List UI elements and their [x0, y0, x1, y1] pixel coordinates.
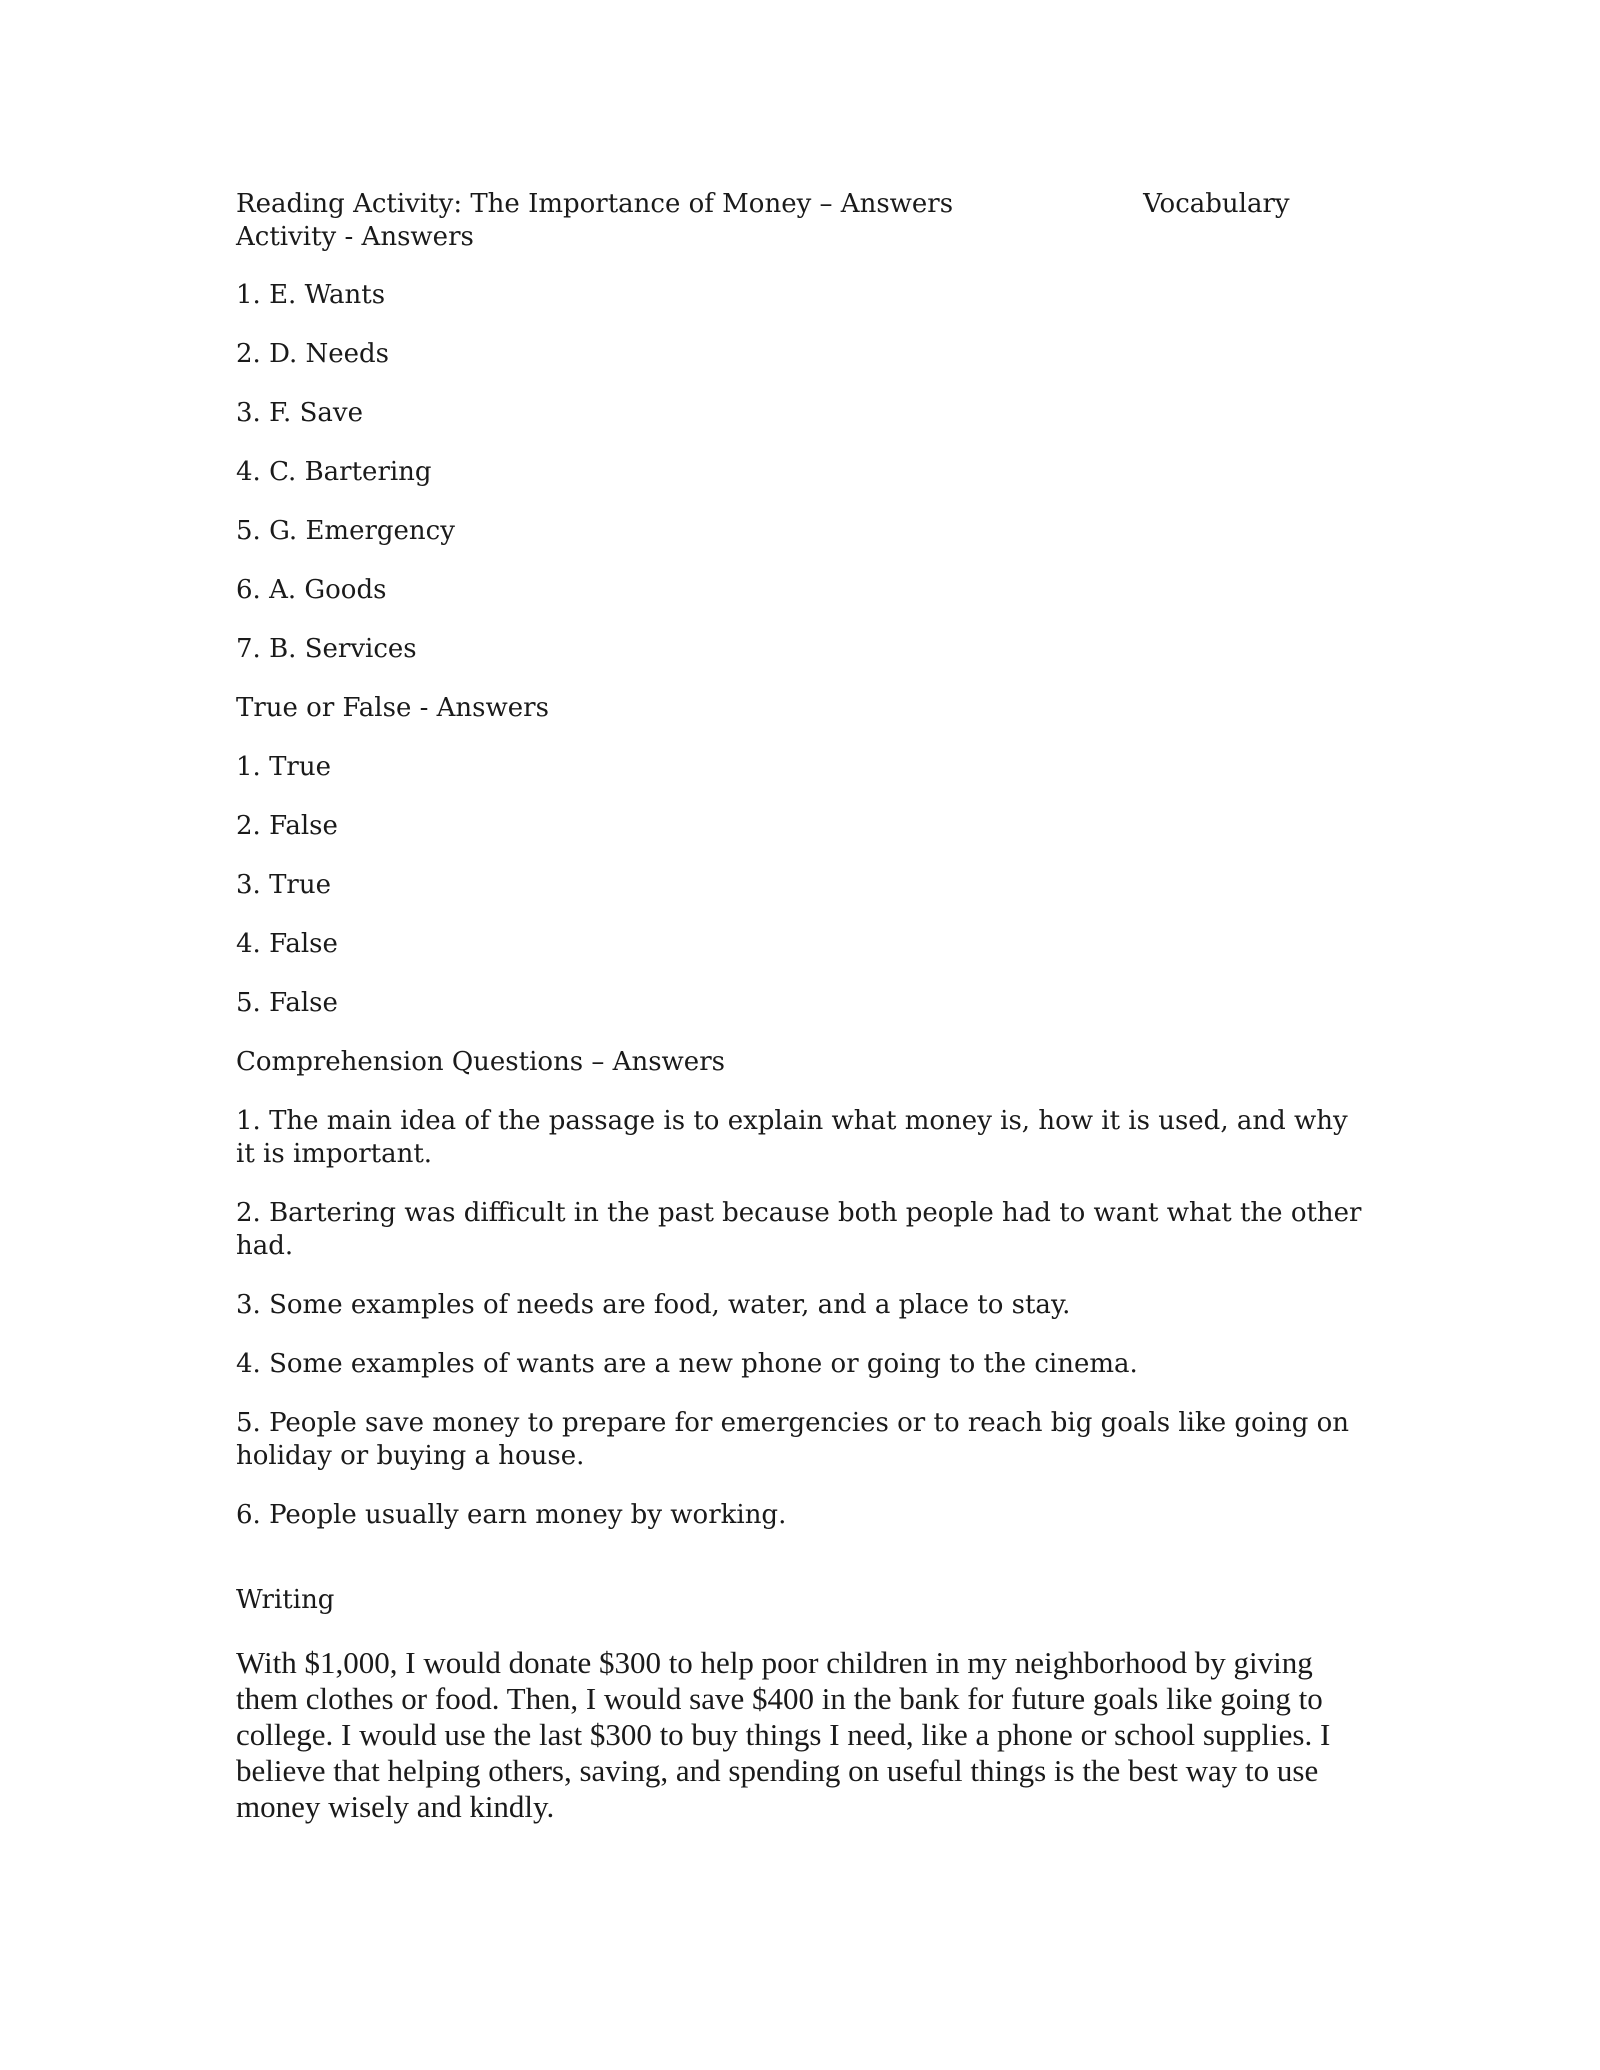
- vocabulary-answer-list: [236, 279, 1366, 666]
- true-false-answer: 3. True: [236, 870, 331, 900]
- vocabulary-answer: 3. F. Save: [236, 398, 363, 428]
- true-false-answer: 2. False: [236, 811, 338, 841]
- vocabulary-answer: 4. C. Bartering: [236, 457, 432, 487]
- true-false-heading: True or False - Answers: [236, 693, 549, 723]
- vocabulary-answer: 7. B. Services: [236, 634, 417, 664]
- writing-heading: Writing: [236, 1585, 335, 1615]
- comprehension-answer: 3. Some examples of needs are food, water, and a place to stay.: [236, 1290, 1071, 1320]
- vocabulary-answer: 1. E. Wants: [236, 280, 386, 310]
- vocabulary-answer: 2. D. Needs: [236, 339, 390, 369]
- comprehension-heading: Comprehension Questions – Answers: [236, 1047, 725, 1077]
- true-false-answer: 1. True: [236, 752, 331, 782]
- comprehension-answer: 4. Some examples of wants are a new phone or going to the cinema.: [236, 1349, 1138, 1379]
- comprehension-answer: 2. Bartering was difficult in the past because both people had to want what the other had.: [236, 1198, 1362, 1261]
- comprehension-answer: 1. The main idea of the passage is to explain what money is, how it is used, and why it is important.: [236, 1106, 1348, 1169]
- true-false-answer: 4. False: [236, 929, 338, 959]
- comprehension-answer: 6. People usually earn money by working.: [236, 1500, 787, 1530]
- vocabulary-answer: 6. A. Goods: [236, 575, 387, 605]
- comprehension-answer: 5. People save money to prepare for emergencies or to reach big goals like going on holiday or buying a house.: [236, 1408, 1350, 1471]
- vocabulary-answer: 5. G. Emergency: [236, 516, 455, 546]
- document-page: [236, 188, 1366, 1825]
- page-header: Reading Activity: The Importance of Money – Answers Vocabulary Activity - Answers: [236, 189, 1298, 252]
- writing-paragraph: With $1,000, I would donate $300 to help poor children in my neighborhood by giving them clothes or food. Then, I would save $400 in the bank for future goals like going to college. I would use the last $300 to buy things I need, like a phone or school supplies. I believe that helping others, saving, and spending on useful things is the best way to use money wisely and kindly.: [236, 1645, 1331, 1824]
- comprehension-answer-list: [236, 1105, 1366, 1532]
- true-false-answer: 5. False: [236, 988, 338, 1018]
- true-false-answer-list: [236, 751, 1366, 1020]
